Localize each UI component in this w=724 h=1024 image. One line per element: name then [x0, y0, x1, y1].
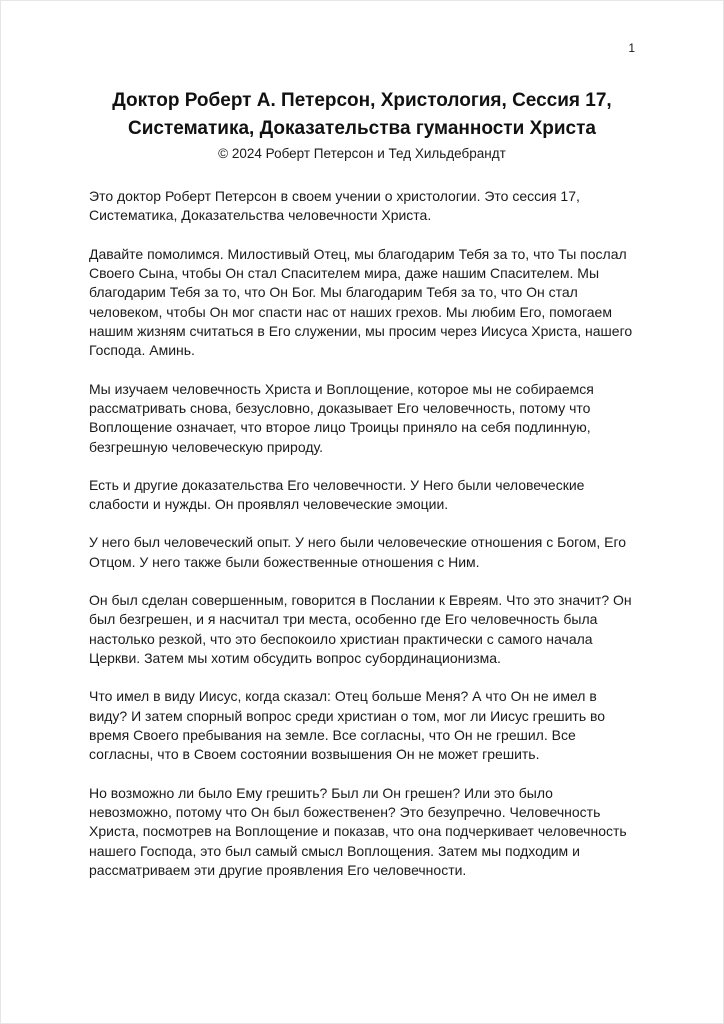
paragraph: Давайте помолимся. Милостивый Отец, мы благодарим Тебя за то, что Ты послал Своего Сына, чтобы Он стал Спасителем мира, даже нашим Спасителем. Мы благодарим Тебя за то, что Он Бог. Мы благодарим Тебя за то, что Он стал человеком, чтобы Он мог спасти нас от наших грехов. Мы любим Его, помогаем нашим жизням считаться в Его служении, мы просим через Иисуса Христа, нашего Господа. Аминь. [89, 245, 633, 359]
paragraph: У него был человеческий опыт. У него были человеческие отношения с Богом, Его Отцом. У него также были божественные отношения с Ним. [89, 534, 627, 570]
copyright-line: © 2024 Роберт Петерсон и Тед Хильдебрандт [218, 146, 506, 162]
paragraph: Что имел в виду Иисус, когда сказал: Отец больше Меня? А что Он не имел в виду? И затем спорный вопрос среди христиан о том, мог ли Иисус грешить во время Своего пребывания на земле. Все согласны, что Он не грешил. Все согласны, что в Своем состоянии возвышения Он не может грешить. [89, 688, 606, 763]
paragraph: Мы изучаем человечность Христа и Воплощение, которое мы не собираемся рассматривать снова, безусловно, доказывает Его человечность, потому что Воплощение означает, что второе лицо Троицы приняло на себя подлинную, безгрешную человеческую природу. [89, 380, 594, 455]
paragraph: Есть и другие доказательства Его человечности. У Него были человеческие слабости и нужды. Он проявлял человеческие эмоции. [89, 476, 585, 513]
paragraph: Но возможно ли было Ему грешить? Был ли Он грешен? Или это было невозможно, потому что Он был божественен? Это безупречно. Человечность Христа, посмотрев на Воплощение и показав, что она подчеркивает человечность нашего Господа, это был самый смысл Воплощения. Затем мы подходим и рассматриваем эти другие проявления Его человечности. [89, 784, 627, 878]
paragraph: Он был сделан совершенным, говорится в Послании к Евреям. Что это значит? Он был безгрешен, и я насчитал три места, особенно где Его человечность была настолько резкой, что это беспокоило христиан практически с самого начала Церкви. Затем мы хотим обсудить вопрос субординационизма. [89, 592, 632, 667]
title-line-2: Систематика, Доказательства гуманности Христа [128, 117, 596, 139]
paragraph: Это доктор Роберт Петерсон в своем учении о христологии. Это сессия 17, Систематика, Доказательства человечности Христа. [89, 188, 580, 224]
page-number: 1 [628, 41, 635, 55]
document-title [89, 87, 635, 142]
document-body [89, 187, 635, 880]
title-line-1: Доктор Роберт А. Петерсон, Христология, Сессия 17, [112, 90, 612, 111]
